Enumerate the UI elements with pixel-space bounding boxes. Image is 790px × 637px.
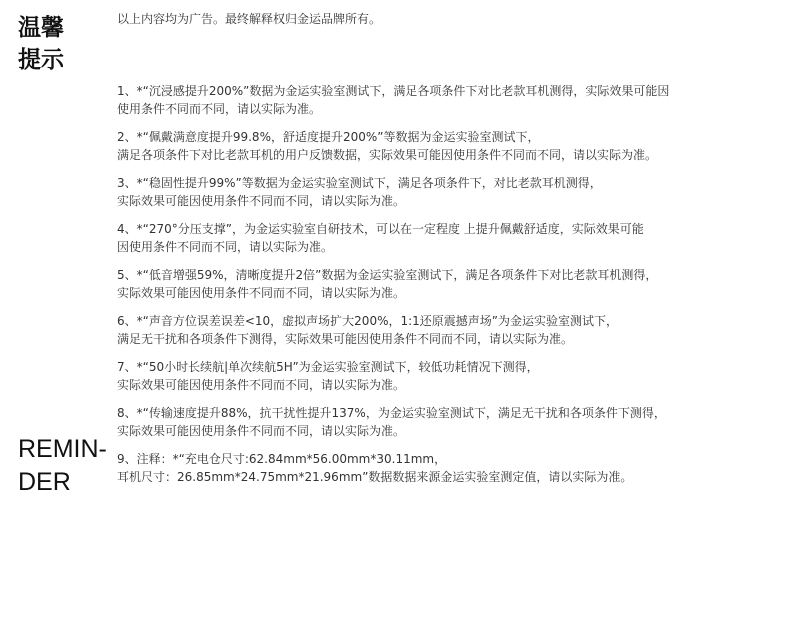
note-item xyxy=(117,266,782,302)
reminder-line-1: REMIN- xyxy=(18,435,107,463)
note-line: 实际效果可能因使用条件不同而不同，请以实际为准。 xyxy=(117,378,406,392)
note-line: 7、*“50小时长续航|单次续航5H”为金运实验室测试下，较低功耗情况下测得， xyxy=(117,360,539,374)
note-line: 满足无干扰和各项条件下测得，实际效果可能因使用条件不同而不同，请以实际为准。 xyxy=(117,332,574,346)
side-title-line-1: 温馨 xyxy=(18,15,64,41)
note-line: 耳机尺寸：26.85mm*24.75mm*21.96mm”数据数据来源金运实验室测定值，请以实际为准。 xyxy=(117,470,633,484)
reminder-line-2: DER xyxy=(18,468,71,496)
note-line: 4、*“270°分压支撑”，为金运实验室自研技术，可以在一定程度 上提升佩戴舒适度，实际效果可能 xyxy=(117,222,644,236)
note-item xyxy=(117,82,782,118)
note-line: 6、*“声音方位误差误差<10，虚拟声场扩大200%，1:1还原震撼声场”为金运实验室测试下， xyxy=(117,314,619,328)
note-line: 使用条件不同而不同，请以实际为准。 xyxy=(117,102,322,116)
side-title-line-2: 提示 xyxy=(18,47,64,73)
note-line: 实际效果可能因使用条件不同而不同，请以实际为准。 xyxy=(117,424,406,438)
note-item xyxy=(117,174,782,210)
note-line: 2、*“佩戴满意度提升99.8%，舒适度提升200%”等数据为金运实验室测试下， xyxy=(117,130,540,144)
note-item xyxy=(117,450,782,486)
intro-text: 以上内容均为广告。最终解释权归金运品牌所有。 xyxy=(117,12,382,26)
note-item xyxy=(117,404,782,440)
note-item xyxy=(117,128,782,164)
note-line: 因使用条件不同而不同，请以实际为准。 xyxy=(117,240,334,254)
note-line: 8、*“传输速度提升88%，抗干扰性提升137%，为金运实验室测试下，满足无干扰和各项条件下测得， xyxy=(117,406,666,420)
note-line: 3、*“稳固性提升99%”等数据为金运实验室测试下，满足各项条件下，对比老款耳机测得， xyxy=(117,176,602,190)
note-line: 1、*“沉浸感提升200%”数据为金运实验室测试下，满足各项条件下对比老款耳机测得，实际效果可能因 xyxy=(117,84,670,98)
reminder-title xyxy=(18,433,118,499)
notice-content xyxy=(117,10,782,496)
note-line: 实际效果可能因使用条件不同而不同，请以实际为准。 xyxy=(117,286,406,300)
note-line: 9、注释：*“充电仓尺寸:62.84mm*56.00mm*30.11mm， xyxy=(117,452,447,466)
note-line: 5、*“低音增强59%，清晰度提升2倍”数据为金运实验室测试下，满足各项条件下对比老款耳机测得， xyxy=(117,268,658,282)
note-item xyxy=(117,358,782,394)
side-title xyxy=(18,12,108,76)
note-line: 实际效果可能因使用条件不同而不同，请以实际为准。 xyxy=(117,194,406,208)
note-line: 满足各项条件下对比老款耳机的用户反馈数据，实际效果可能因使用条件不同而不同，请以实际为准。 xyxy=(117,148,658,162)
note-item xyxy=(117,220,782,256)
note-item xyxy=(117,312,782,348)
